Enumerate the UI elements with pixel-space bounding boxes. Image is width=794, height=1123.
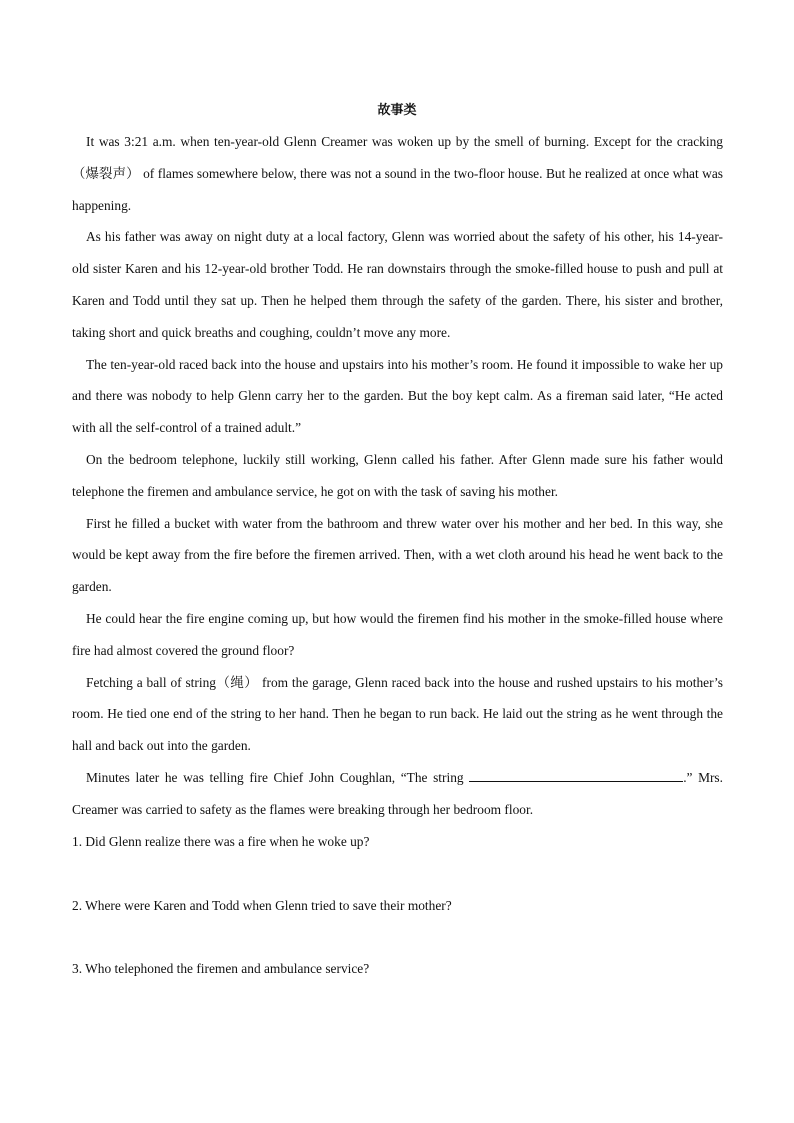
question-3: 3. Who telephoned the firemen and ambulance service? xyxy=(72,961,370,977)
paragraph-2: As his father was away on night duty at a local factory, Glenn was worried about the safety of his other, his 14-year-old sister Karen and his 12-year-old brother Todd. He ran downstairs through the smoke-filled house to push and pull at Karen and Todd until they sat up. Then he helped them through the safety of the garden. There, his sister and brother, taking short and quick breaths and coughing, couldn’t move any more. xyxy=(72,229,723,340)
paragraph-8-start: Minutes later he was telling fire Chief John Coughlan, “The string xyxy=(86,769,470,785)
paragraph-7: Fetching a ball of string（绳） from the garage, Glenn raced back into the house and rushed upstairs to his mother’s room. He tied one end of the string to her hand. Then he began to run back. He laid out the string as he went through the hall and back out into the garden. xyxy=(72,674,723,754)
paragraph-8 xyxy=(72,762,723,826)
question-list xyxy=(72,826,723,1017)
paragraph-1: It was 3:21 a.m. when ten-year-old Glenn Creamer was woken up by the smell of burning. Except for the cracking（爆裂声） of flames somewhere below, there was not a sound in the two-floor house. But he realized at once what was happening. xyxy=(72,134,723,213)
document-title: 故事类 xyxy=(377,103,417,118)
question-2: 2. Where were Karen and Todd when Glenn tried to save their mother? xyxy=(72,897,452,913)
paragraph-6: He could hear the fire engine coming up, but how would the firemen find his mother in the smoke-filled house where fire had almost covered the ground floor? xyxy=(72,610,723,658)
passage xyxy=(72,126,723,826)
question-1: 1. Did Glenn realize there was a fire when he woke up? xyxy=(72,834,370,849)
paragraph-4: On the bedroom telephone, luckily still working, Glenn called his father. After Glenn made sure his father would telephone the firemen and ambulance service, he got on with the task of saving his mother. xyxy=(72,451,723,499)
paragraph-5: First he filled a bucket with water from the bathroom and threw water over his mother and her bed. In this way, she would be kept away from the fire before the firemen arrived. Then, with a wet cloth around his head he went back to the garden. xyxy=(72,515,723,595)
paragraph-8-end: .” Mrs. Creamer was carried to safety as the flames were breaking through her bedroom floor. xyxy=(72,769,723,817)
paragraph-3: The ten-year-old raced back into the house and upstairs into his mother’s room. He found it impossible to wake her up and there was nobody to help Glenn carry her to the garden. But the boy kept calm. As a fireman said later, “He acted with all the self-control of a trained adult.” xyxy=(72,356,723,436)
answer-blank[interactable] xyxy=(469,769,683,782)
